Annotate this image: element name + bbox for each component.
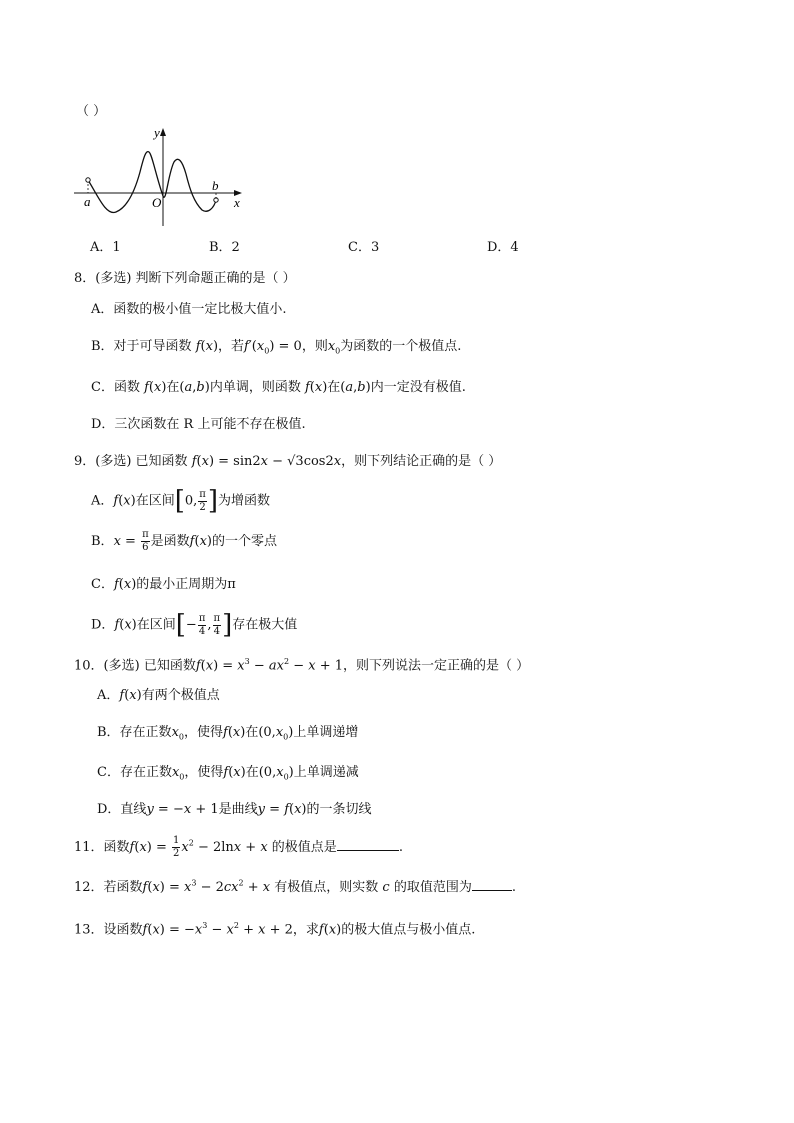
q8-option-c: C．函数 f(x)在(a,b)内单调，则函数 f(x)在(a,b)内一定没有极值. <box>91 380 466 395</box>
q8-option-a: A．函数的极小值一定比极大值小. <box>91 302 287 317</box>
q7-option-c: C．3 <box>348 240 380 255</box>
origin-label: O <box>152 195 162 210</box>
q12: 12．若函数$f(x) = x^3 - 2cx^2 + x$ 有极值点，则实数 c 的取值范围为 . <box>74 878 516 895</box>
q7-option-b: B．2 <box>209 240 240 255</box>
q9-option-d: D．f(x)在区间[− $\frac{\pi}{4}$ , $\frac{\pi}{4}$ ]存在极大值 <box>91 610 298 640</box>
q8-option-d: D．三次函数在 R 上可能不存在极值. <box>91 417 306 432</box>
q8-option-b: B．对于可导函数 f(x)，若$f'(x_0) = 0$，则$x_0$为函数的一个极值点. <box>91 339 462 356</box>
q10-option-b: B．存在正数$x_0$，使得f(x)在$(0,x_0)$上单调递增 <box>97 725 359 742</box>
q9-stem: 9．(多选) 已知函数 f(x) = sin2x − √3cos2x，则下列结论正确的是（ ） <box>74 454 502 469</box>
q7-option-d: D．4 <box>487 240 519 255</box>
q8-stem: 8．(多选) 判断下列命题正确的是（ ） <box>74 271 296 286</box>
q9-option-b: B．x = $\frac{\pi}{6}$ 是函数f(x)的一个零点 <box>91 529 277 553</box>
q7-paren: （ ） <box>76 104 107 119</box>
q7-function-graph <box>68 124 248 228</box>
q9-option-c: C．f(x)的最小正周期为π <box>91 577 236 592</box>
a-label: a <box>84 194 91 209</box>
a-endpoint <box>86 178 90 182</box>
q7-option-a: A．1 <box>90 240 121 255</box>
x-label: x <box>234 195 240 210</box>
q10-stem: 10．(多选) 已知函数$f(x) = x^3 - ax^2 - x + 1$，则下列说法一定正确的是（ ） <box>74 657 530 674</box>
q10-option-d: D．直线y = −x + 1是曲线y = f(x)的一条切线 <box>97 802 372 817</box>
y-label: y <box>154 125 160 140</box>
q9-option-a: A．f(x)在区间[0, $\frac{\pi}{2}$ ]为增函数 <box>91 486 271 516</box>
q11: 11．函数f(x) = $\frac{1}{2}$ $x^2 - 2\ln x + x$ 的极值点是 . <box>74 835 403 859</box>
y-axis-arrow <box>160 128 166 136</box>
b-label: b <box>212 178 219 193</box>
q13: 13．设函数$f(x) = -x^3 - x^2 + x + 2$，求f(x)的极大值点与极小值点. <box>74 921 476 938</box>
q10-option-c: C．存在正数$x_0$，使得f(x)在$(0,x_0)$上单调递减 <box>97 765 359 782</box>
q10-option-a: A．f(x)有两个极值点 <box>97 688 220 703</box>
